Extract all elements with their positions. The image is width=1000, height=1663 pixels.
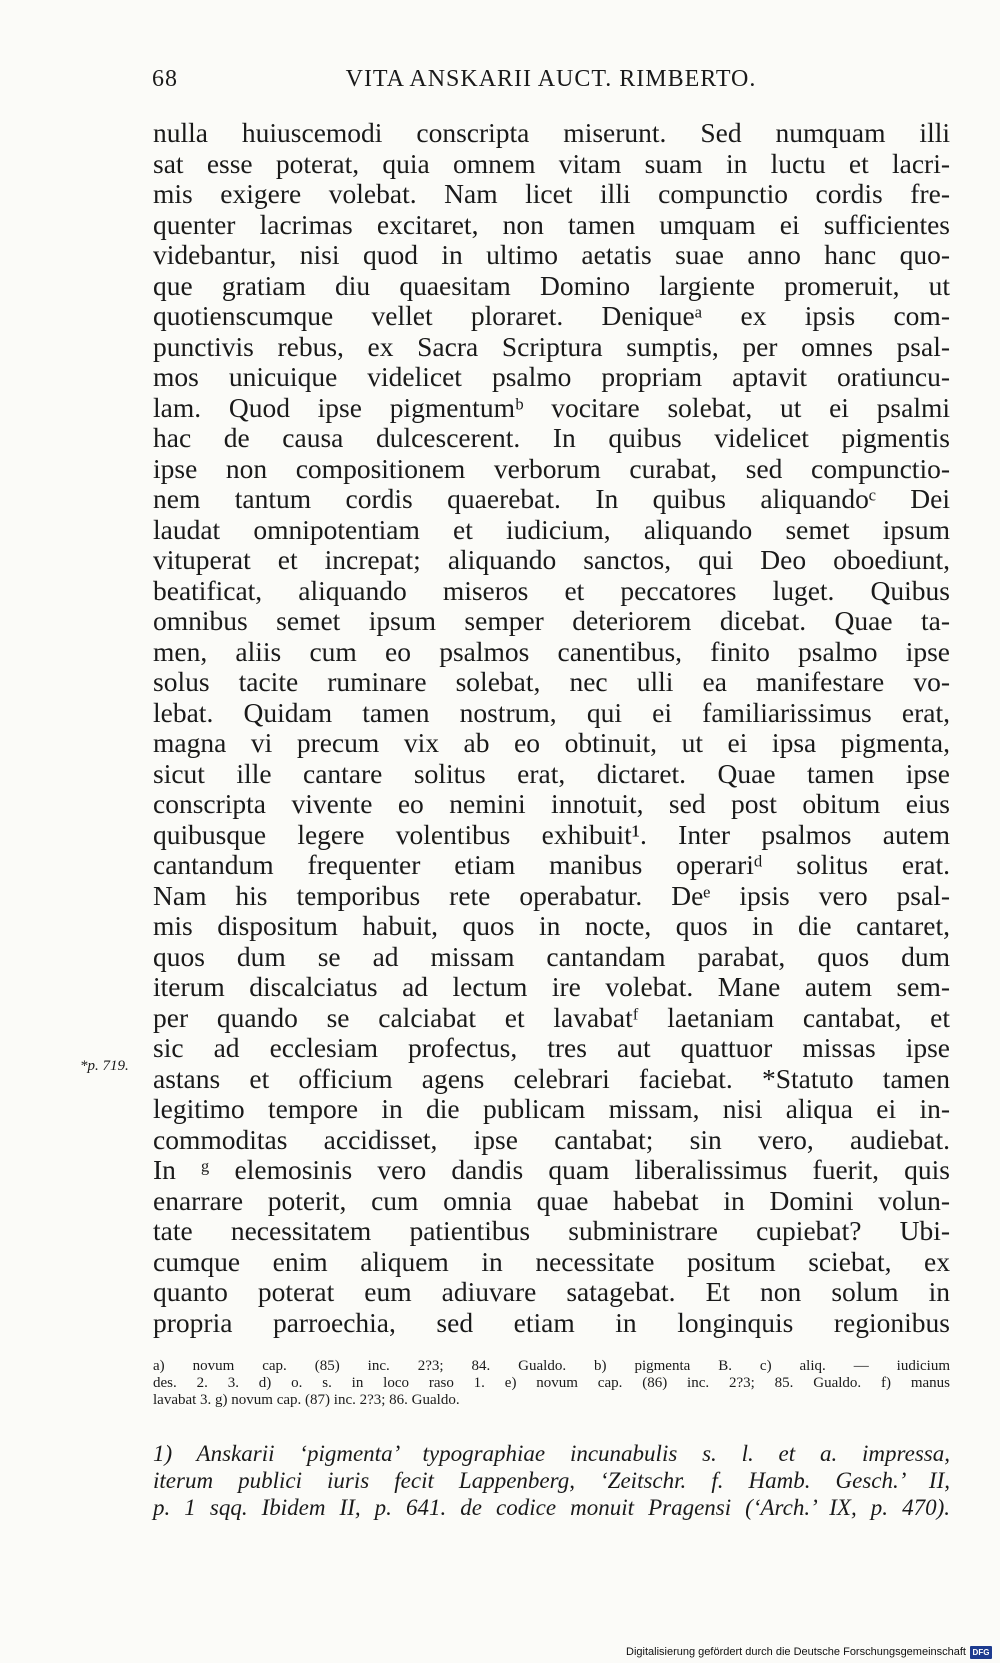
apparatus-line: a) novum cap. (85) inc. 2?3; 84. Gualdo. b) pigmenta B. c) aliq. — iudicium (153, 1358, 950, 1374)
text-line: omnibus semet ipsum semper deteriorem dicebat. Quae ta- (153, 605, 950, 636)
text-line: enarrare poterit, cum omnia quae habebat in Domini volun- (153, 1184, 950, 1216)
text-line: sat esse poterat, quia omnem vitam suam in luctu et lacri- (153, 147, 950, 179)
text-line: conscripta vivente eo nemini innotuit, sed post obitum eius (153, 788, 950, 819)
text-line: iterum discalciatus ad lectum ire volebat. Mane autem sem- (153, 971, 950, 1002)
footnotes (153, 1440, 950, 1521)
text-line: quenter lacrimas excitaret, non tamen umquam ei sufficientes (153, 208, 950, 240)
text-line: legitimo tempore in die publicam missam, nisi aliqua ei in- (153, 1093, 950, 1124)
text-line: punctivis rebus, ex Sacra Scriptura sumptis, per omnes psal- (153, 330, 950, 362)
text-line: lam. Quod ipse pigmentumᵇ vocitare solebat, ut ei psalmi (153, 391, 950, 423)
apparatus-line: des. 2. 3. d) o. s. in loco raso 1. e) novum cap. (86) inc. 2?3; 85. Gualdo. f) manus (153, 1375, 950, 1391)
apparatus-line: lavabat 3. g) novum cap. (87) inc. 2?3; 86. Gualdo. (153, 1392, 460, 1408)
text-line: mis dispositum habuit, quos in nocte, quos in die cantaret, (153, 910, 950, 941)
footnote-line: p. 1 sqq. Ibidem II, p. 641. de codice monuit Pragensi (‘Arch.’ IX, p. 470). (153, 1495, 950, 1520)
digitization-credit (626, 1643, 992, 1661)
text-line: nem tantum cordis quaerebat. In quibus aliquandoᶜ Dei (153, 483, 950, 514)
footnote-line: iterum publici iuris fecit Lappenberg, ‘Zeitschr. f. Hamb. Gesch.’ II, (153, 1468, 950, 1493)
page-number: 68 (152, 66, 178, 92)
text-line: lebat. Quidam tamen nostrum, qui ei familiarissimus erat, (153, 696, 950, 728)
text-line: que gratiam diu quaesitam Domino largiente promeruit, ut (153, 269, 950, 301)
text-line: tate necessitatem patientibus subministrare cupiebat? Ubi- (153, 1215, 950, 1246)
critical-apparatus (153, 1358, 950, 1409)
text-line: mis exigere volebat. Nam licet illi compunctio cordis fre- (153, 178, 950, 209)
text-line: laudat omnipotentiam et iudicium, aliquando semet ipsum (153, 513, 950, 545)
text-line: cantandum frequenter etiam manibus operariᵈ solitus erat. (153, 849, 950, 880)
text-line: beatificat, aliquando miseros et peccatores luget. Quibus (153, 574, 950, 606)
text-line: Nam his temporibus rete operabatur. Deᵉ ipsis vero psal- (153, 879, 950, 911)
dfg-logo-icon: DFG (970, 1646, 992, 1659)
text-line: quanto poterat eum adiuvare satagebat. Et non solum in (153, 1276, 950, 1307)
text-line: quos dum se ad missam cantandam parabat, quos dum (153, 940, 950, 972)
text-line: cumque enim aliquem in necessitate positum sciebat, ex (153, 1245, 950, 1277)
text-line: astans et officium agens celebrari faciebat. *Statuto tamen (153, 1062, 950, 1094)
footnote-line: 1) Anskarii ‘pigmenta’ typographiae incunabulis s. l. et a. impressa, (153, 1441, 950, 1466)
text-line: quotienscumque vellet ploraret. Deniqueᵃ ex ipsis com- (153, 300, 950, 331)
text-line: ipse non compositionem verborum curabat, sed compunctio- (153, 452, 950, 484)
text-line: propria parroechia, sed etiam in longinquis regionibus (153, 1306, 950, 1338)
text-line: magna vi precum vix ab eo obtinuit, ut ei ipsa pigmenta, (153, 727, 950, 758)
text-line: hac de causa dulcescerent. In quibus videlicet pigmentis (153, 422, 950, 453)
text-line: nulla huiuscemodi conscripta miserunt. Sed numquam illi (153, 117, 950, 148)
text-line: quibusque legere volentibus exhibuit¹. Inter psalmos autem (153, 818, 950, 850)
main-text (153, 118, 950, 1338)
text-line: commoditas accidisset, ipse cantabat; sin vero, audiebat. (153, 1123, 950, 1155)
text-line: vituperat et increpat; aliquando sanctos, qui Deo oboediunt, (153, 544, 950, 575)
text-line: solus tacite ruminare solebat, nec ulli ea manifestare vo- (153, 666, 950, 697)
text-line: sic ad ecclesiam profectus, tres aut quattuor missas ipse (153, 1032, 950, 1063)
margin-page-reference: *p. 719. (80, 1058, 129, 1074)
page-header (152, 66, 950, 102)
text-line: sicut ille cantare solitus erat, dictaret. Quae tamen ipse (153, 757, 950, 789)
text-line: In ᵍ elemosinis vero dandis quam liberalissimus fuerit, quis (153, 1154, 950, 1185)
digitization-text: Digitalisierung gefördert durch die Deutsche Forschungsgemeinschaft (626, 1646, 966, 1658)
text-line: men, aliis cum eo psalmos canentibus, finito psalmo ipse (153, 635, 950, 667)
running-title: VITA ANSKARII AUCT. RIMBERTO. (345, 66, 757, 92)
text-line: mos unicuique videlicet psalmo propriam aptavit oratiuncu- (153, 361, 950, 392)
text-line: videbantur, nisi quod in ultimo aetatis suae anno hanc quo- (153, 239, 950, 270)
text-line: per quando se calciabat et lavabatᶠ laetaniam cantabat, et (153, 1001, 950, 1033)
